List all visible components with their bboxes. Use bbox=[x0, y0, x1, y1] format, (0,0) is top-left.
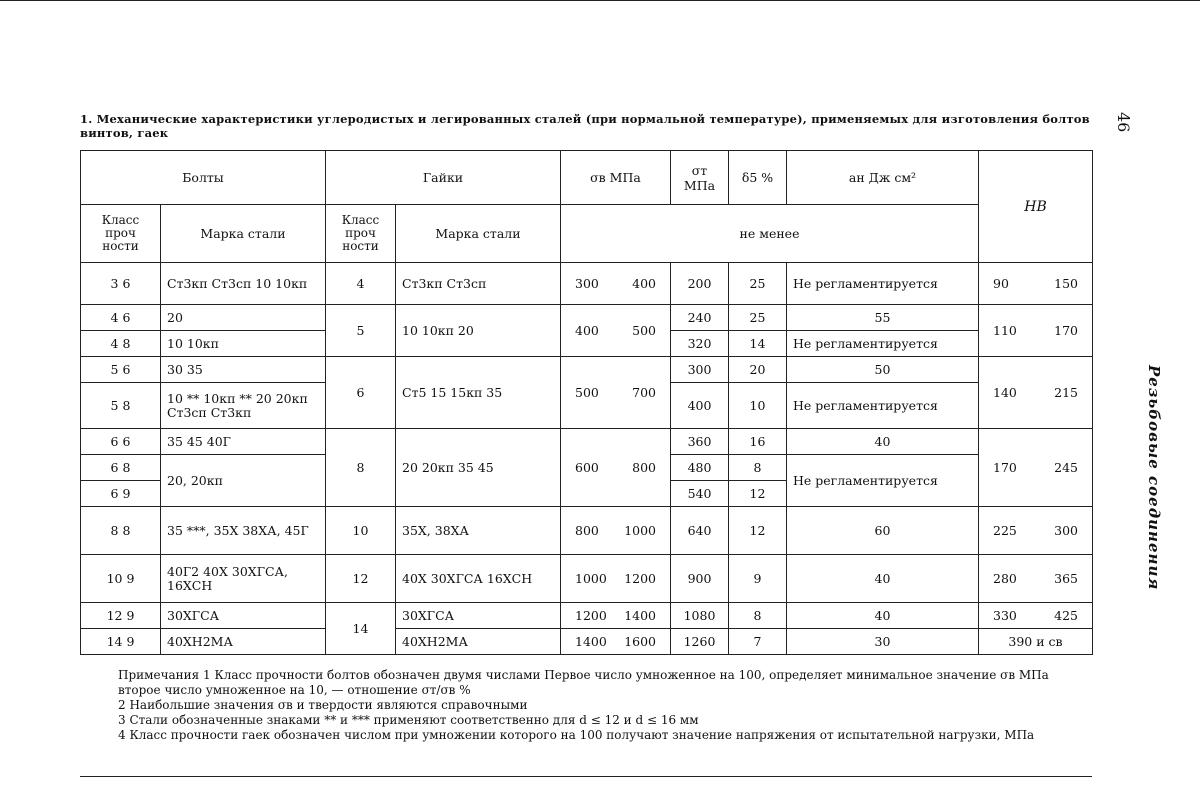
table-row bbox=[81, 603, 1093, 629]
an: 55 bbox=[787, 305, 979, 331]
header-bolt-steel: Марка стали bbox=[161, 205, 326, 263]
nut-class: 5 bbox=[326, 305, 396, 357]
an: 60 bbox=[787, 507, 979, 555]
hb-min: 330 bbox=[993, 608, 1017, 623]
hb-max: 215 bbox=[1054, 385, 1078, 400]
an: Не регламентируется bbox=[787, 383, 979, 429]
nut-class: 8 bbox=[326, 429, 396, 507]
an: Не регламентируется bbox=[787, 263, 979, 305]
sigma-b-min: 1400 bbox=[575, 634, 607, 649]
an: 40 bbox=[787, 603, 979, 629]
sigma-b-max: 1600 bbox=[624, 634, 656, 649]
sigma-b-max: 1400 bbox=[624, 608, 656, 623]
delta: 10 bbox=[729, 383, 787, 429]
hb-max: 170 bbox=[1054, 323, 1078, 338]
nut-steel: 10 10кп 20 bbox=[396, 305, 561, 357]
sigma-b-max: 800 bbox=[632, 460, 656, 475]
delta: 8 bbox=[729, 603, 787, 629]
header-nut-steel: Марка стали bbox=[396, 205, 561, 263]
header-delta: δ5 % bbox=[729, 151, 787, 205]
bolt-class: 6 6 bbox=[81, 429, 161, 455]
sigma-b-min: 1200 bbox=[575, 608, 607, 623]
bolt-steel: 30 35 bbox=[161, 357, 326, 383]
hb-min: 170 bbox=[993, 460, 1017, 475]
delta: 25 bbox=[729, 305, 787, 331]
sigma-b-max: 400 bbox=[632, 276, 656, 291]
bolt-class: 8 8 bbox=[81, 507, 161, 555]
delta: 8 bbox=[729, 455, 787, 481]
bolt-class: 5 6 bbox=[81, 357, 161, 383]
table-row bbox=[81, 429, 1093, 455]
hb-range: 390 и св bbox=[979, 629, 1093, 655]
header-sigma-b: σв МПа bbox=[561, 151, 671, 205]
nut-class: 6 bbox=[326, 357, 396, 429]
table-row bbox=[81, 555, 1093, 603]
sigma-t: 900 bbox=[671, 555, 729, 603]
hb-min: 140 bbox=[993, 385, 1017, 400]
hb-max: 365 bbox=[1054, 571, 1078, 586]
bolt-class: 3 6 bbox=[81, 263, 161, 305]
header-min: не менее bbox=[561, 205, 979, 263]
table-row bbox=[81, 507, 1093, 555]
sigma-t: 640 bbox=[671, 507, 729, 555]
sigma-b-min: 300 bbox=[575, 276, 599, 291]
hb-max: 300 bbox=[1054, 523, 1078, 538]
an: 50 bbox=[787, 357, 979, 383]
sigma-t: 1080 bbox=[671, 603, 729, 629]
delta: 25 bbox=[729, 263, 787, 305]
nut-class: 14 bbox=[326, 603, 396, 655]
note-4: 4 Класс прочности гаек обозначен числом при умножении которого на 100 получают значение напряжения от испытательной нагрузки, МПа bbox=[118, 728, 1035, 742]
bolt-class: 5 8 bbox=[81, 383, 161, 429]
sigma-t: 540 bbox=[671, 481, 729, 507]
nut-steel: 35Х, 38ХА bbox=[396, 507, 561, 555]
nut-class: 10 bbox=[326, 507, 396, 555]
sigma-t: 400 bbox=[671, 383, 729, 429]
nut-steel: Ст5 15 15кп 35 bbox=[396, 357, 561, 429]
delta: 16 bbox=[729, 429, 787, 455]
sigma-t: 200 bbox=[671, 263, 729, 305]
bolt-class: 10 9 bbox=[81, 555, 161, 603]
table-caption: 1. Механические характеристики углеродистых и легированных сталей (при нормальной температуре), применяемых для изготовления болтов винтов, гаек bbox=[80, 112, 1090, 140]
sigma-t: 480 bbox=[671, 455, 729, 481]
bolt-steel: 20 bbox=[161, 305, 326, 331]
an: 40 bbox=[787, 429, 979, 455]
sigma-t: 240 bbox=[671, 305, 729, 331]
nut-steel: 40Х 30ХГСА 16ХСН bbox=[396, 555, 561, 603]
nut-class: 12 bbox=[326, 555, 396, 603]
sigma-t: 360 bbox=[671, 429, 729, 455]
delta: 12 bbox=[729, 481, 787, 507]
bolt-steel: 30ХГСА bbox=[161, 603, 326, 629]
nut-steel: 20 20кп 35 45 bbox=[396, 429, 561, 507]
delta: 12 bbox=[729, 507, 787, 555]
bolt-class: 12 9 bbox=[81, 603, 161, 629]
bolt-steel: 35 ***, 35Х 38ХА, 45Г bbox=[161, 507, 326, 555]
sigma-t: 300 bbox=[671, 357, 729, 383]
side-section-title: Резьбовые соединения bbox=[1145, 365, 1163, 591]
delta: 7 bbox=[729, 629, 787, 655]
bolt-steel: 20, 20кп bbox=[161, 455, 326, 507]
hb-max: 425 bbox=[1054, 608, 1078, 623]
bolt-steel: 40Г2 40Х 30ХГСА, 16ХСН bbox=[161, 555, 326, 603]
note-3: 3 Стали обозначенные знаками ** и *** применяют соответственно для d ≤ 12 и d ≤ 16 мм bbox=[118, 713, 699, 727]
hb-max: 245 bbox=[1054, 460, 1078, 475]
table-row bbox=[81, 305, 1093, 331]
notes-block bbox=[80, 668, 1095, 743]
an: Не регламентируется bbox=[787, 455, 979, 507]
header-nuts: Гайки bbox=[326, 151, 561, 205]
sigma-b-min: 800 bbox=[575, 523, 599, 538]
delta: 9 bbox=[729, 555, 787, 603]
hb-min: 90 bbox=[993, 276, 1009, 291]
page-number: 46 bbox=[1114, 112, 1133, 133]
nut-steel: 40ХН2МА bbox=[396, 629, 561, 655]
header-nut-class: Класс проч ности bbox=[326, 205, 396, 263]
sigma-b-min: 400 bbox=[575, 323, 599, 338]
bolt-class: 4 8 bbox=[81, 331, 161, 357]
table-row bbox=[81, 357, 1093, 383]
bolt-class: 6 8 bbox=[81, 455, 161, 481]
hb-min: 225 bbox=[993, 523, 1017, 538]
sigma-t: 320 bbox=[671, 331, 729, 357]
bolt-class: 6 9 bbox=[81, 481, 161, 507]
bolt-steel: 10 ** 10кп ** 20 20кп Ст3сп Ст3кп bbox=[161, 383, 326, 429]
table-row bbox=[81, 263, 1093, 305]
sigma-b-max: 1200 bbox=[624, 571, 656, 586]
note-1: Примечания 1 Класс прочности болтов обозначен двумя числами Первое число умноженное на 100, определяет минимальное значение σв МПа второе число умноженное на 10, — отношение σт/σв % bbox=[118, 668, 1049, 697]
bolt-steel: Ст3кп Ст3сп 10 10кп bbox=[161, 263, 326, 305]
an: 30 bbox=[787, 629, 979, 655]
sigma-b-max: 700 bbox=[632, 385, 656, 400]
sigma-t: 1260 bbox=[671, 629, 729, 655]
bolt-steel: 10 10кп bbox=[161, 331, 326, 357]
bolt-steel: 35 45 40Г bbox=[161, 429, 326, 455]
bottom-rule bbox=[80, 776, 1092, 777]
bolt-class: 14 9 bbox=[81, 629, 161, 655]
sigma-b-min: 500 bbox=[575, 385, 599, 400]
hb-min: 110 bbox=[993, 323, 1017, 338]
header-hb: HB bbox=[979, 151, 1093, 263]
nut-steel: Ст3кп Ст3сп bbox=[396, 263, 561, 305]
an: Не регламентируется bbox=[787, 331, 979, 357]
hb-min: 280 bbox=[993, 571, 1017, 586]
nut-class: 4 bbox=[326, 263, 396, 305]
sigma-b-max: 1000 bbox=[624, 523, 656, 538]
top-border bbox=[0, 0, 1200, 1]
header-bolts: Болты bbox=[81, 151, 326, 205]
sigma-b-min: 600 bbox=[575, 460, 599, 475]
nut-steel: 30ХГСА bbox=[396, 603, 561, 629]
table-row bbox=[81, 629, 1093, 655]
bolt-steel: 40ХН2МА bbox=[161, 629, 326, 655]
sigma-b-min: 1000 bbox=[575, 571, 607, 586]
header-sigma-t: σт МПа bbox=[671, 151, 729, 205]
hb-max: 150 bbox=[1054, 276, 1078, 291]
an: 40 bbox=[787, 555, 979, 603]
header-bolt-class: Класс проч ности bbox=[81, 205, 161, 263]
note-2: 2 Наибольшие значения σв и твердости являются справочными bbox=[118, 698, 528, 712]
bolt-class: 4 6 bbox=[81, 305, 161, 331]
delta: 14 bbox=[729, 331, 787, 357]
header-an: aн Дж см² bbox=[787, 151, 979, 205]
delta: 20 bbox=[729, 357, 787, 383]
sigma-b-max: 500 bbox=[632, 323, 656, 338]
steel-properties-table bbox=[80, 150, 1093, 655]
